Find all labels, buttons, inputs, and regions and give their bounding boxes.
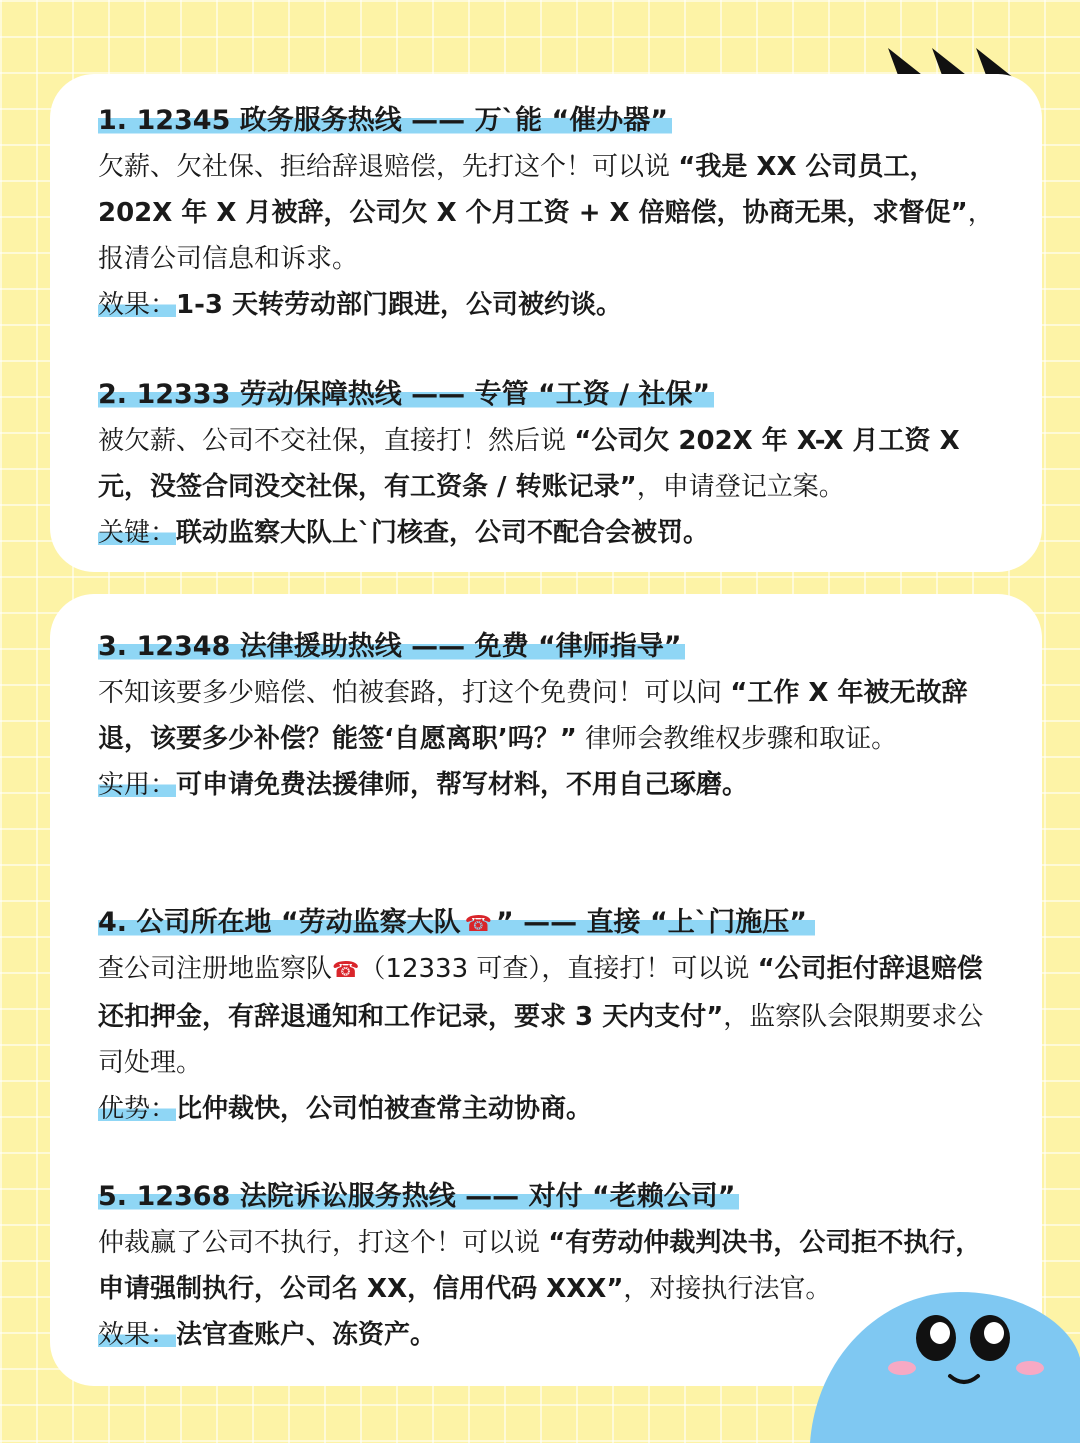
body-quote: “有劳动仲裁判决书，公司拒不执行，申请强制执行，公司名 XX，信用代码 XXX” <box>98 1228 982 1304</box>
effect-label: 效果： <box>98 1320 177 1350</box>
section-title <box>98 98 1002 144</box>
body-quote: “我是 XX 公司员工，202X 年 X 月被辞，公司欠 X 个月工资 + X 倍赔偿，协商无果，求督促” <box>98 152 968 228</box>
info-card-1 <box>50 74 1042 572</box>
effect-text: 联动监察大队上`门核查，公司不配合会被罚。 <box>176 518 710 548</box>
section-body <box>98 670 1002 762</box>
phone-icon: ☎ <box>332 958 360 983</box>
body-text: 不知该要多少赔偿、怕被套路，打这个免费问！可以问 <box>98 678 731 708</box>
body-text: ，监察队会限期要求公司处理。 <box>98 1002 984 1078</box>
effect-label: 实用： <box>98 770 177 800</box>
mascot-blob-icon <box>810 1288 1080 1443</box>
effect-text: 法官查账户、冻资产。 <box>176 1320 437 1350</box>
phone-icon: ☎ <box>465 912 496 937</box>
effect-text: 1-3 天转劳动部门跟进，公司被约谈。 <box>176 290 623 320</box>
section-body <box>98 946 1002 1086</box>
body-text: ，申请登记立案。 <box>636 472 845 502</box>
effect-label: 优势： <box>98 1094 177 1124</box>
body-text: 律师会教维权步骤和取证。 <box>576 724 898 754</box>
section-title-text: 3. 12348 法律援助热线 —— 免费 “律师指导” <box>98 631 685 662</box>
body-text: 欠薪、欠社保、拒给辞退赔偿，先打这个！可以说 <box>98 152 679 182</box>
body-quote: “工作 X 年被无故辞退，该要多少补偿？能签‘自愿离职’吗？” <box>98 678 968 754</box>
section-title-text: 1. 12345 政务服务热线 —— 万`能 “催办器” <box>98 105 672 136</box>
body-text: ，对接执行法官。 <box>623 1274 832 1304</box>
section-title <box>98 900 1002 946</box>
effect-label: 关键： <box>98 518 177 548</box>
body-text: （12333 可查），直接打！可以说 <box>359 954 758 984</box>
hotline-section-1 <box>98 98 1002 328</box>
info-card-2 <box>50 594 1042 1386</box>
body-quote: “公司欠 202X 年 X-X 月工资 X 元，没签合同没交社保，有工资条 / 转账记录” <box>98 426 960 502</box>
section-body <box>98 418 1002 510</box>
body-text: 查公司注册地监察队 <box>98 954 333 984</box>
title-part: 4. 公司所在地 “劳动监察大队 <box>98 907 465 938</box>
body-quote: “公司拒付辞退赔偿还扣押金，有辞退通知和工作记录，要求 3 天内支付” <box>98 954 983 1032</box>
section-effect <box>98 1086 1002 1132</box>
hotline-section-4 <box>98 900 1002 1132</box>
effect-label: 效果： <box>98 290 177 320</box>
section-title <box>98 1174 1002 1220</box>
section-title-text <box>98 907 815 938</box>
section-effect <box>98 282 1002 328</box>
hotline-section-3 <box>98 624 1002 808</box>
title-part: ” —— 直接 “上`门施压” <box>496 907 811 938</box>
body-text: ，报清公司信息和诉求。 <box>98 198 994 274</box>
body-text: 被欠薪、公司不交社保，直接打！然后说 <box>98 426 575 456</box>
hotline-section-2 <box>98 372 1002 556</box>
section-body <box>98 144 1002 282</box>
effect-text: 比仲裁快，公司怕被查常主动协商。 <box>176 1094 593 1124</box>
section-effect <box>98 762 1002 808</box>
section-title <box>98 624 1002 670</box>
effect-text: 可申请免费法援律师，帮写材料，不用自己琢磨。 <box>176 770 749 800</box>
section-title-text: 5. 12368 法院诉讼服务热线 —— 对付 “老赖公司” <box>98 1181 739 1212</box>
section-title <box>98 372 1002 418</box>
section-title-text: 2. 12333 劳动保障热线 —— 专管 “工资 / 社保” <box>98 379 714 410</box>
section-effect <box>98 510 1002 556</box>
body-text: 仲裁赢了公司不执行，打这个！可以说 <box>98 1228 549 1258</box>
